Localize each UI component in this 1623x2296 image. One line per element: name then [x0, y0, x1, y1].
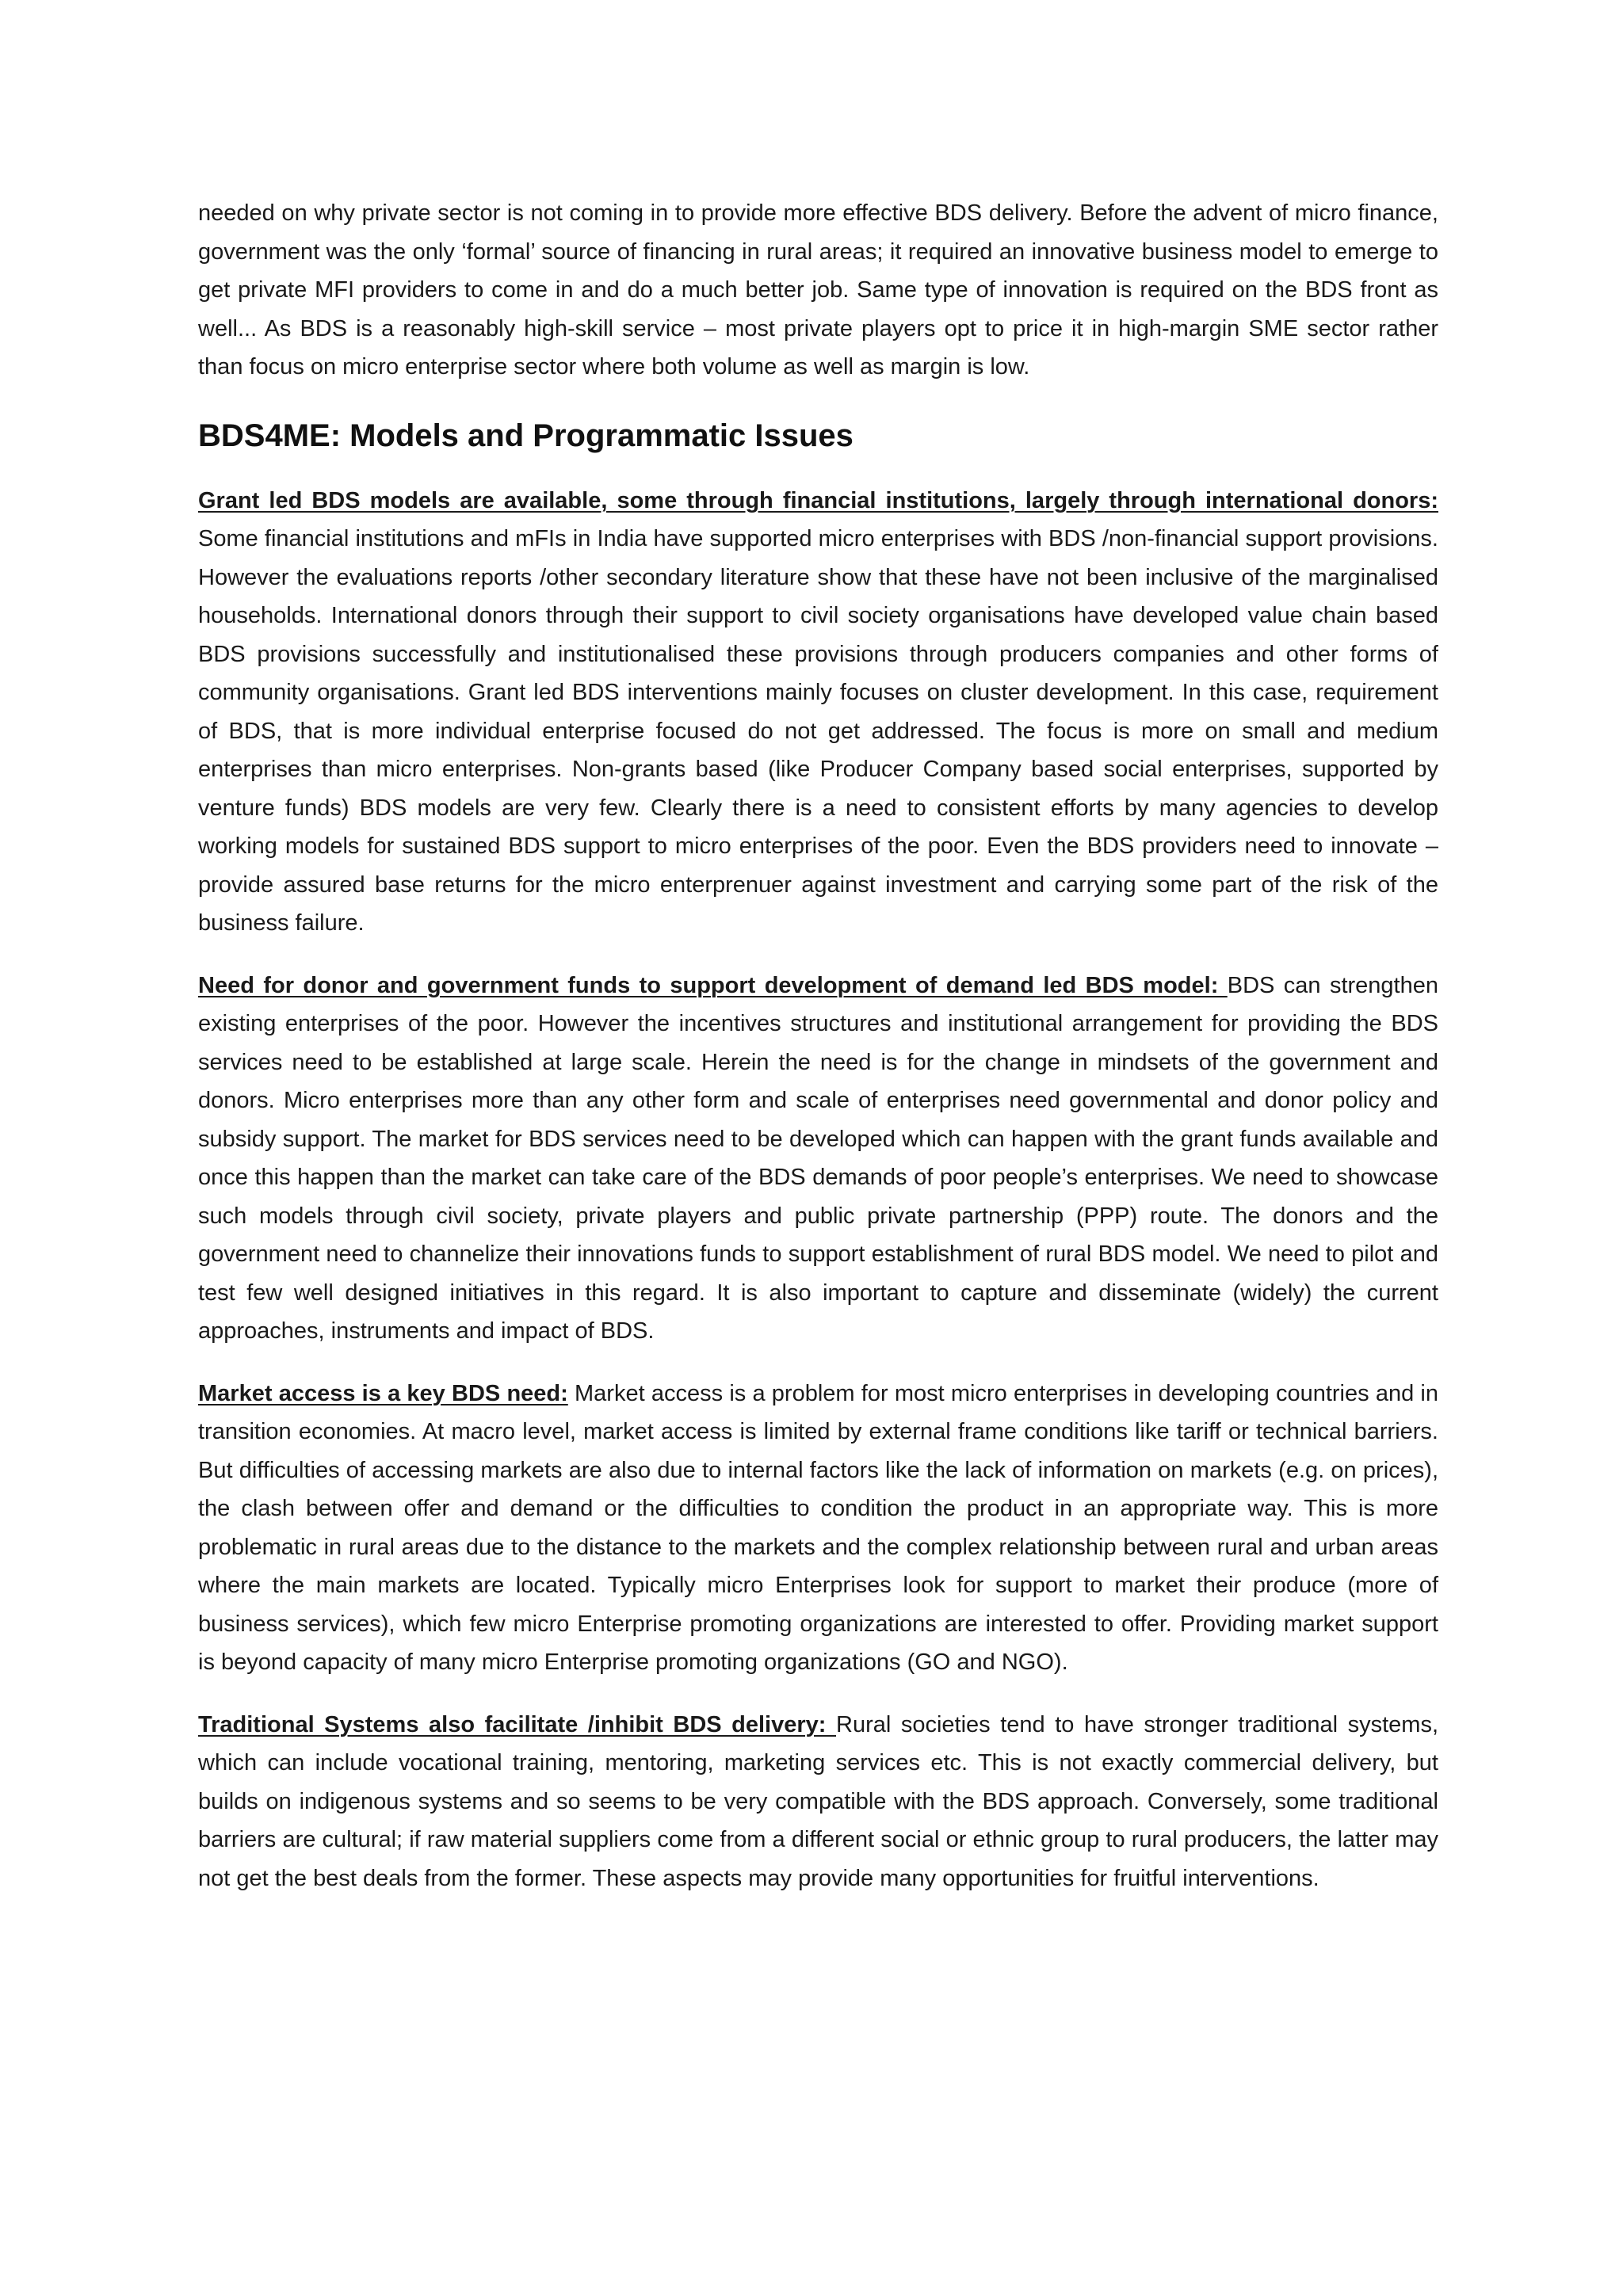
paragraph-body: Some financial institutions and mFIs in India have supported micro enterprises with BDS /non-financial support provisions. However the evaluations reports /other secondary literature show that these have not been inclusive of the marginalised households. International donors through their support to civil society organisations have developed value chain based BDS provisions successfully and institutionalised these provisions through producers companies and other forms of community organisations. Grant led BDS interventions mainly focuses on cluster development. In this case, requirement of BDS, that is more individual enterprise focused do not get addressed. The focus is more on small and medium enterprises than micro enterprises. Non-grants based (like Producer Company based social enterprises, supported by venture funds) BDS models are very few. Clearly there is a need to consistent efforts by many agencies to develop working models for sustained BDS support to micro enterprises of the poor. Even the BDS providers need to innovate – provide assured base returns for the micro enterprenuer against investment and carrying some part of the risk of the business failure. [198, 526, 1438, 936]
paragraph-market-access [198, 1375, 1438, 1682]
document-page [198, 194, 1438, 1897]
paragraph-body: BDS can strengthen existing enterprises of the poor. However the incentives structures and institutional arrangement for providing the BDS services need to be established at large scale. Herein the need is for the change in mindsets of the government and donors. Micro enterprises more than any other form and scale of enterprises need governmental and donor policy and subsidy support. The market for BDS services need to be developed which can happen with the grant funds available and once this happen than the market can take care of the BDS demands of poor people’s enterprises. We need to showcase such models through civil society, private players and public private partnership (PPP) route. The donors and the government need to channelize their innovations funds to support establishment of rural BDS model. We need to pilot and test few well designed initiatives in this regard. It is also important to capture and disseminate (widely) the current approaches, instruments and impact of BDS. [198, 972, 1439, 1344]
paragraph-body: Market access is a problem for most micro enterprises in developing countries and in transition economies. At macro level, market access is limited by external frame conditions like tariff or technical barriers. But difficulties of accessing markets are also due to internal factors like the lack of information on markets (e.g. on prices), the clash between offer and demand or the difficulties to condition the product in an appropriate way. This is more problematic in rural areas due to the distance to the markets and the complex relationship between rural and urban areas where the main markets are located. Typically micro Enterprises look for support to market their produce (more of business services), which few micro Enterprise promoting organizations are interested to offer. Providing market support is beyond capacity of many micro Enterprise promoting organizations (GO and NGO). [198, 1380, 1438, 1675]
paragraph-body: Rural societies tend to have stronger traditional systems, which can include vocational training, mentoring, marketing services etc. This is not exactly commercial delivery, but builds on indigenous systems and so seems to be very compatible with the BDS approach. Conversely, some traditional barriers are cultural; if raw material suppliers come from a different social or ethnic group to rural producers, the latter may not get the best deals from the former. These aspects may provide many opportunities for fruitful interventions. [198, 1711, 1438, 1891]
paragraph-lead: Need for donor and government funds to support development of demand led BDS model: [198, 972, 1228, 998]
paragraph-lead: Grant led BDS models are available, some through financial institutions, largely through international donors: [198, 487, 1438, 513]
paragraph-lead: Market access is a key BDS need: [198, 1380, 568, 1406]
section-heading: BDS4ME: Models and Programmatic Issues [198, 418, 854, 453]
intro-paragraph: needed on why private sector is not coming in to provide more effective BDS delivery. Before the advent of micro finance, government was the only ‘formal’ source of financing in rural areas; it required an innovative business model to emerge to get private MFI providers to come in and do a much better job. Same type of innovation is required on the BDS front as well... As BDS is a reasonably high-skill service – most private players opt to price it in high-margin SME sector rather than focus on micro enterprise sector where both volume as well as margin is low. [198, 200, 1438, 379]
paragraph-donor-government-funds [198, 967, 1438, 1351]
paragraph-lead: Traditional Systems also facilitate /inhibit BDS delivery: [198, 1711, 836, 1737]
paragraph-grant-led-models [198, 482, 1438, 943]
paragraph-traditional-systems [198, 1706, 1438, 1898]
